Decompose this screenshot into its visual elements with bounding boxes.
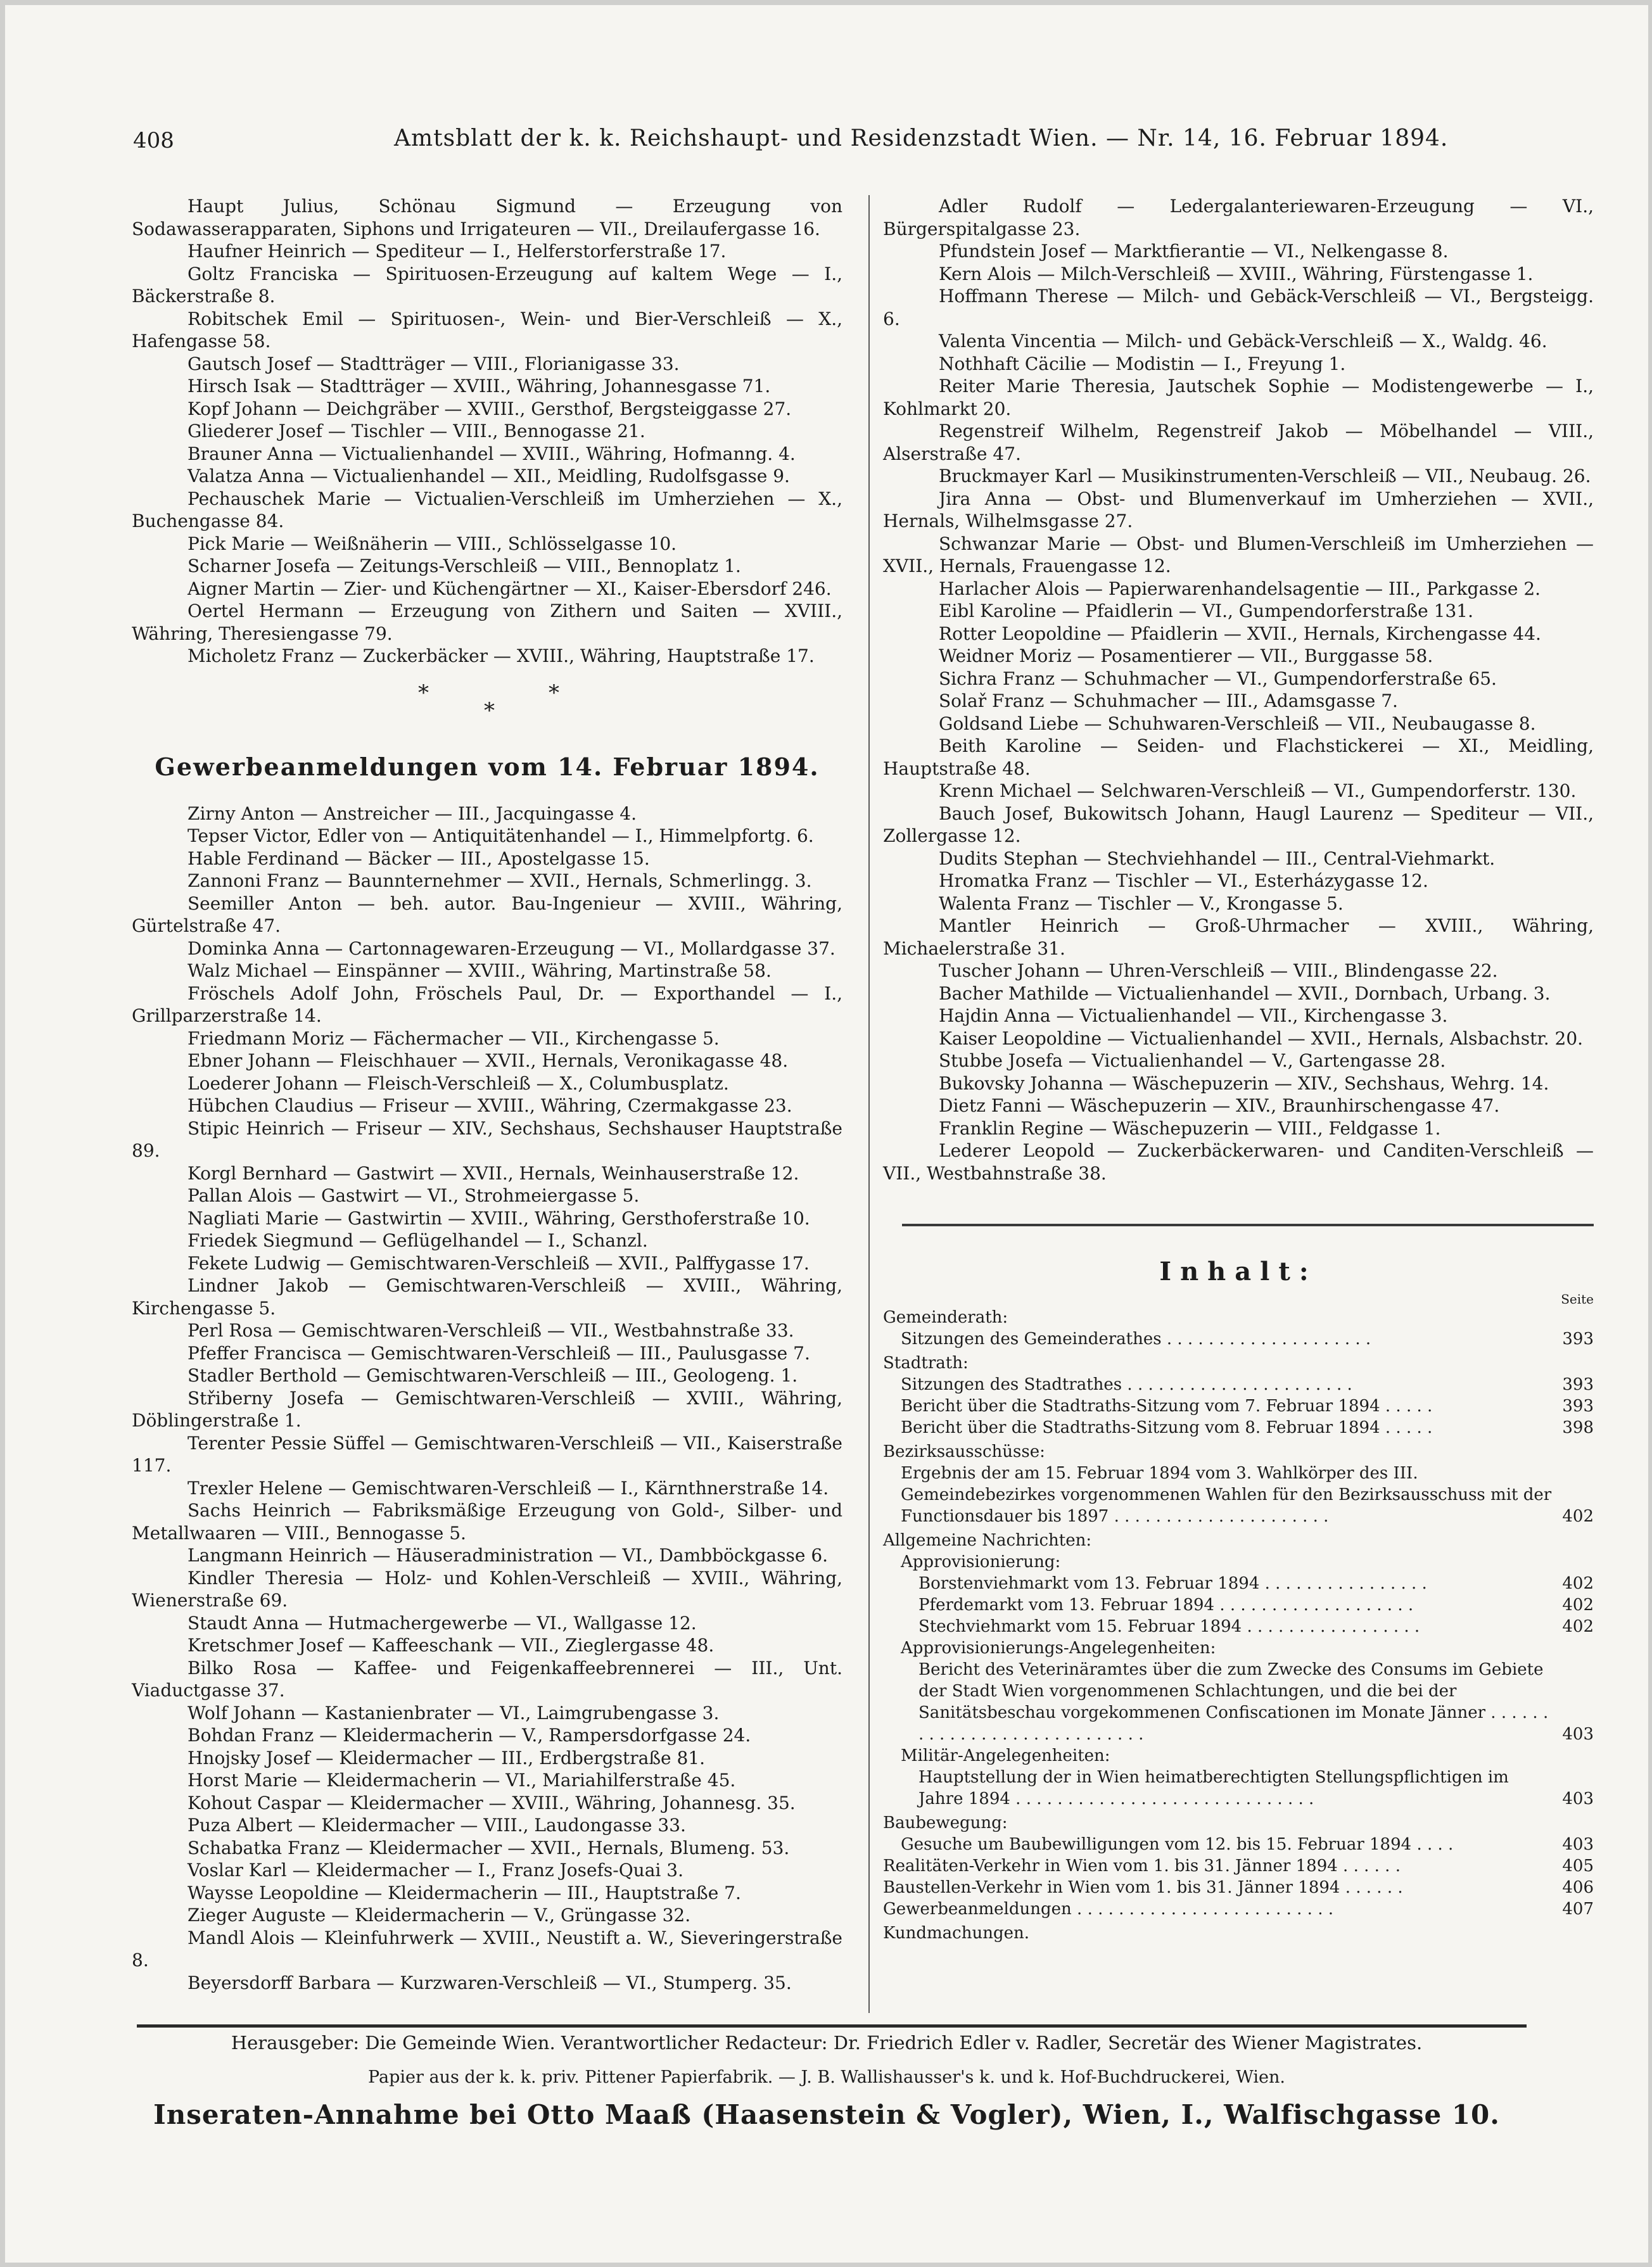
toc-entry-label: Bericht über die Stadtraths-Sitzung vom 8. Februar 1894 . . . . . (901, 1418, 1433, 1437)
list-item: Weidner Moriz — Posamentierer — VII., Burggasse 58. (939, 645, 1433, 666)
toc-subsection: Approvisionierungs-Angelegenheiten: (901, 1639, 1216, 1658)
list-item: Puza Albert — Kleidermacher — VIII., Laudongasse 33. (187, 1815, 686, 1836)
list-item: Bohdan Franz — Kleidermacherin — V., Rampersdorfgasse 24. (187, 1725, 751, 1746)
list-item: Terenter Pessie Süffel — Gemischtwaren-Verschleiß — VII., Kaiserstraße 117. (132, 1432, 842, 1476)
list-item: Scharner Josefa — Zeitungs-Verschleiß — VIII., Bennoplatz 1. (187, 556, 741, 576)
toc-entry (883, 1877, 1594, 1898)
list-item: Sichra Franz — Schuhmacher — VI., Gumpendorferstraße 65. (939, 668, 1497, 689)
star-mark: * (418, 680, 429, 706)
toc-section: Kundmachungen. (883, 1924, 1029, 1943)
toc-entry (883, 1834, 1594, 1855)
list-item: Bruckmayer Karl — Musikinstrumenten-Verschleiß — VII., Neubaug. 26. (939, 466, 1591, 486)
list-item: Oertel Hermann — Erzeugung von Zithern und Saiten — XVIII., Währing, Theresiengasse 79. (132, 600, 842, 644)
list-item: Pechauschek Marie — Victualien-Verschleiß im Umherziehen — X., Buchengasse 84. (132, 488, 842, 531)
list-item: Mandl Alois — Kleinfuhrwerk — XVIII., Neustift a. W., Sieveringerstraße 8. (132, 1927, 842, 1971)
list-item: Zannoni Franz — Baunnternehmer — XVII., Hernals, Schmerlingg. 3. (187, 870, 812, 891)
list-item: Staudt Anna — Hutmachergewerbe — VI., Wallgasse 12. (187, 1612, 697, 1634)
toc-entry-page: 402 (1562, 1507, 1594, 1526)
toc-entry-label: Gesuche um Baubewilligungen vom 12. bis 15. Februar 1894 . . . . (901, 1835, 1454, 1854)
list-item: Regenstreif Wilhelm, Regenstreif Jakob — Möbelhandel — VIII., Alserstraße 47. (883, 421, 1594, 464)
list-item: Wolf Johann — Kastanienbrater — VI., Laimgrubengasse 3. (187, 1702, 720, 1724)
list-item: Jira Anna — Obst- und Blumenverkauf im Umherziehen — XVII., Hernals, Wilhelmsgasse 27. (883, 488, 1594, 531)
list-item: Perl Rosa — Gemischtwaren-Verschleiß — VII., Westbahnstraße 33. (187, 1320, 794, 1341)
entry-list-right (883, 195, 1594, 1184)
toc-entry-page: 398 (1562, 1418, 1594, 1437)
list-item: Schwanzar Marie — Obst- und Blumen-Verschleiß im Umherziehen — XVII., Hernals, Frauengasse 12. (883, 533, 1594, 576)
list-item: Harlacher Alois — Papierwarenhandelsagentie — III., Parkgasse 2. (939, 578, 1541, 599)
toc-entry (883, 1395, 1594, 1417)
list-item: Hoffmann Therese — Milch- und Gebäck-Verschleiß — VI., Bergsteigg. 6. (883, 286, 1594, 329)
toc-section: Baubewegung: (883, 1813, 1008, 1832)
list-item: Kretschmer Josef — Kaffeeschank — VII., Zieglergasse 48. (187, 1635, 715, 1656)
toc-section: Allgemeine Nachrichten: (883, 1531, 1092, 1550)
toc-entry (883, 1594, 1594, 1616)
list-item: Hirsch Isak — Stadtträger — XVIII., Währing, Johannesgasse 71. (187, 376, 771, 397)
publisher-line: Herausgeber: Die Gemeinde Wien. Verantwortlicher Redacteur: Dr. Friedrich Edler v. Radler, Secretär des Wiener Magistrates. (231, 2032, 1423, 2054)
page-number: 408 (133, 128, 174, 153)
list-item: Solař Franz — Schuhmacher — III., Adamsgasse 7. (939, 690, 1398, 711)
list-item: Haufner Heinrich — Spediteur — I., Helferstorferstraße 17. (187, 241, 727, 262)
list-item: Ebner Johann — Fleischhauer — XVII., Hernals, Veronikagasse 48. (187, 1050, 789, 1071)
list-item: Valatza Anna — Victualienhandel — XII., Meidling, Rudolfsgasse 9. (187, 466, 790, 486)
list-item: Brauner Anna — Victualienhandel — XVIII., Währing, Hofmanng. 4. (187, 443, 796, 464)
list-item: Seemiller Anton — beh. autor. Bau-Ingenieur — XVIII., Währing, Gürtelstraße 47. (132, 892, 842, 936)
entry-list-top (132, 195, 842, 668)
list-item: Lederer Leopold — Zuckerbäckerwaren- und Canditen-Verschleiß — VII., Westbahnstraße 38. (883, 1140, 1594, 1184)
list-item: Pallan Alois — Gastwirt — VI., Strohmeiergasse 5. (187, 1185, 640, 1206)
toc-entry (883, 1616, 1594, 1637)
list-item: Hable Ferdinand — Bäcker — III., Apostelgasse 15. (187, 848, 650, 869)
toc-title: Inhalt: (1159, 1257, 1318, 1286)
list-item: Friedmann Moriz — Fächermacher — VII., Kirchengasse 5. (187, 1027, 720, 1049)
toc-entry-page: 402 (1562, 1617, 1594, 1636)
list-item: Gliederer Josef — Tischler — VIII., Bennogasse 21. (187, 421, 645, 441)
list-item: Eibl Karoline — Pfaidlerin — VI., Gumpendorferstraße 131. (939, 600, 1473, 621)
toc-section: Gemeinderath: (883, 1308, 1008, 1327)
list-item: Micholetz Franz — Zuckerbäcker — XVIII., Währing, Hauptstraße 17. (187, 645, 815, 666)
toc-entry-page: 406 (1562, 1878, 1594, 1897)
list-item: Dietz Fanni — Wäschepuzerin — XIV., Braunhirschengasse 47. (939, 1095, 1500, 1116)
toc-entry-page: 393 (1562, 1330, 1594, 1349)
asterism-divider (132, 668, 842, 741)
right-column (883, 195, 1594, 1994)
table-of-contents (883, 1257, 1594, 1944)
toc-entry-label: Baustellen-Verkehr in Wien vom 1. bis 31. Jänner 1894 . . . . . . (883, 1878, 1403, 1897)
list-item: Kern Alois — Milch-Verschleiß — XVIII., Währing, Fürstengasse 1. (939, 263, 1534, 284)
list-item: Zieger Auguste — Kleidermacherin — V., Grüngasse 32. (187, 1905, 691, 1926)
list-item: Kaiser Leopoldine — Victualienhandel — XVII., Hernals, Alsbachstr. 20. (939, 1027, 1584, 1049)
toc-subsection: Militär-Angelegenheiten: (901, 1746, 1110, 1765)
list-item: Zirny Anton — Anstreicher — III., Jacquingasse 4. (187, 803, 637, 824)
list-item: Goldsand Liebe — Schuhwaren-Verschleiß — VII., Neubaugasse 8. (939, 713, 1536, 734)
list-item: Trexler Helene — Gemischtwaren-Verschleiß — I., Kärnthnerstraße 14. (187, 1477, 829, 1499)
list-item: Tepser Victor, Edler von — Antiquitätenhandel — I., Himmelpfortg. 6. (187, 825, 814, 846)
entry-list-bottom (132, 803, 842, 1995)
newspaper-page (5, 5, 1648, 2263)
list-item: Adler Rudolf — Ledergalanteriewaren-Erzeugung — VI., Bürgerspitalgasse 23. (883, 196, 1594, 239)
list-item: Tuscher Johann — Uhren-Verschleiß — VIII., Blindengasse 22. (939, 960, 1498, 981)
list-item: Goltz Franciska — Spirituosen-Erzeugung auf kaltem Wege — I., Bäckerstraße 8. (132, 263, 842, 307)
horizontal-rule (902, 1224, 1594, 1226)
list-item: Mantler Heinrich — Groß-Uhrmacher — XVIII., Währing, Michaelerstraße 31. (883, 915, 1594, 959)
list-item: Nothhaft Cäcilie — Modistin — I., Freyung 1. (939, 353, 1346, 374)
list-item: Valenta Vincentia — Milch- und Gebäck-Verschleiß — X., Waldg. 46. (939, 331, 1547, 352)
list-item: Bukovsky Johanna — Wäschepuzerin — XIV., Sechshaus, Wehrg. 14. (939, 1072, 1549, 1094)
list-item: Stipic Heinrich — Friseur — XIV., Sechshaus, Sechshauser Hauptstraße 89. (132, 1117, 842, 1161)
list-item: Bacher Mathilde — Victualienhandel — XVII., Dornbach, Urbang. 3. (939, 982, 1551, 1004)
list-item: Waysse Leopoldine — Kleidermacherin — III., Hauptstraße 7. (187, 1882, 741, 1903)
toc-entry (883, 1463, 1594, 1527)
list-item: Beith Karoline — Seiden- und Flachstickerei — XI., Meidling, Hauptstraße 48. (883, 735, 1594, 779)
list-item: Walenta Franz — Tischler — V., Krongasse 5. (939, 892, 1344, 914)
list-item: Horst Marie — Kleidermacherin — VI., Mariahilferstraße 45. (187, 1770, 736, 1791)
toc-entry-label: Bericht über die Stadtraths-Sitzung vom 7. Februar 1894 . . . . . (901, 1397, 1433, 1416)
printer-line: Papier aus der k. k. priv. Pittener Papierfabrik. — J. B. Wallishausser's k. und k. Hof-Buchdruckerei, Wien. (368, 2067, 1285, 2087)
list-item: Hnojsky Josef — Kleidermacher — III., Erdbergstraße 81. (187, 1747, 706, 1769)
list-item: Krenn Michael — Selchwaren-Verschleiß — VI., Gumpendorferstr. 130. (939, 780, 1577, 801)
list-item: Rotter Leopoldine — Pfaidlerin — XVII., Hernals, Kirchengasse 44. (939, 623, 1541, 644)
toc-entry (883, 1374, 1594, 1395)
list-item: Hajdin Anna — Victualienhandel — VII., Kirchengasse 3. (939, 1005, 1448, 1026)
toc-entry-page: 403 (1562, 1835, 1594, 1854)
list-item: Stubbe Josefa — Victualienhandel — V., Gartengasse 28. (939, 1050, 1446, 1071)
toc-entry-label: Sitzungen des Stadtrathes . . . . . . . . . . . . . . . . . . . . . . (901, 1375, 1352, 1394)
page-title: Amtsblatt der k. k. Reichshaupt- und Residenzstadt Wien. — Nr. 14, 16. Februar 1894. (394, 125, 1449, 151)
advertising-line: Inseraten-Annahme bei Otto Maaß (Haasenstein & Vogler), Wien, I., Walfischgasse 10. (153, 2099, 1500, 2130)
toc-entry-page: 393 (1562, 1397, 1594, 1416)
list-item: Dominka Anna — Cartonnagewaren-Erzeugung — VI., Mollardgasse 37. (187, 937, 836, 959)
page-header (133, 125, 1449, 161)
list-item: Schabatka Franz — Kleidermacher — XVII., Hernals, Blumeng. 53. (187, 1837, 790, 1858)
toc-entry-page: 393 (1562, 1375, 1594, 1394)
list-item: Walz Michael — Einspänner — XVIII., Währing, Martinstraße 58. (187, 960, 772, 981)
toc-entry-label: Pferdemarkt vom 13. Februar 1894 . . . . . . . . . . . . . . . . . . . (918, 1596, 1414, 1615)
list-item: Langmann Heinrich — Häuseradministration — VI., Dambböckgasse 6. (187, 1545, 829, 1566)
toc-section: Bezirksausschüsse: (883, 1442, 1045, 1461)
toc-entry-label: Sitzungen des Gemeinderathes . . . . . . . . . . . . . . . . . . . . (901, 1330, 1371, 1349)
footer-rule (137, 2024, 1527, 2028)
toc-entry (883, 1328, 1594, 1350)
star-mark: * (549, 680, 559, 706)
section-heading: Gewerbeanmeldungen vom 14. Februar 1894. (155, 752, 820, 781)
toc-page-header: Seite (1561, 1292, 1594, 1307)
list-item: Lindner Jakob — Gemischtwaren-Verschleiß — XVIII., Währing, Kirchengasse 5. (132, 1275, 842, 1319)
list-item: Kohout Caspar — Kleidermacher — XVIII., Währing, Johannesg. 35. (187, 1792, 796, 1813)
list-item: Bilko Rosa — Kaffee- und Feigenkaffeebrennerei — III., Unt. Viaductgasse 37. (132, 1657, 842, 1701)
list-item: Fekete Ludwig — Gemischtwaren-Verschleiß — XVII., Palffygasse 17. (187, 1252, 810, 1274)
list-item: Gautsch Josef — Stadtträger — VIII., Florianigasse 33. (187, 353, 680, 374)
list-item: Beyersdorff Barbara — Kurzwaren-Verschleiß — VI., Stumperg. 35. (187, 1972, 792, 1993)
list-item: Franklin Regine — Wäschepuzerin — VIII., Feldgasse 1. (939, 1117, 1441, 1139)
list-item: Sachs Heinrich — Fabriksmäßige Erzeugung von Gold-, Silber- und Metallwaaren — VIII., Bennogasse 5. (132, 1500, 842, 1544)
toc-subsection: Approvisionierung: (901, 1553, 1061, 1572)
toc-entry-page: 402 (1562, 1596, 1594, 1615)
toc-entry-label: Hauptstellung der in Wien heimatberechtigten Stellungspflichtigen im Jahre 1894 . . . . . . . . . . . . . . . . . . . . . . . . . . . . . (918, 1768, 1509, 1808)
toc-entry-label: Stechviehmarkt vom 15. Februar 1894 . . . . . . . . . . . . . . . . . (918, 1617, 1420, 1636)
toc-entry (883, 1573, 1594, 1594)
toc-entry-label: Realitäten-Verkehr in Wien vom 1. bis 31. Jänner 1894 . . . . . . (883, 1857, 1401, 1876)
toc-entry-label: Borstenviehmarkt vom 13. Februar 1894 . . . . . . . . . . . . . . . . (918, 1574, 1427, 1593)
list-item: Hromatka Franz — Tischler — VI., Esterházygasse 12. (939, 870, 1428, 891)
list-item: Pick Marie — Weißnäherin — VIII., Schlösselgasse 10. (187, 533, 677, 554)
left-column (132, 195, 842, 1994)
toc-entry-page: 403 (1562, 1789, 1594, 1808)
list-item: Bauch Josef, Bukowitsch Johann, Haugl Laurenz — Spediteur — VII., Zollergasse 12. (883, 803, 1594, 846)
list-item: Pfundstein Josef — Marktfierantie — VI., Nelkengasse 8. (939, 241, 1449, 262)
list-item: Voslar Karl — Kleidermacher — I., Franz Josefs-Quai 3. (187, 1860, 683, 1881)
star-mark: * (484, 697, 495, 723)
list-item: Reiter Marie Theresia, Jautschek Sophie — Modistengewerbe — I., Kohlmarkt 20. (883, 376, 1594, 419)
list-item: Haupt Julius, Schönau Sigmund — Erzeugung von Sodawasserapparaten, Siphons und Irrigateuren — VII., Dreilaufergasse 16. (132, 196, 842, 239)
list-item: Kopf Johann — Deichgräber — XVIII., Gersthof, Bergsteiggasse 27. (187, 398, 792, 419)
toc-entry (883, 1855, 1594, 1877)
toc-entry-label: Gewerbeanmeldungen . . . . . . . . . . . . . . . . . . . . . . . . . (883, 1900, 1334, 1919)
list-item: Nagliati Marie — Gastwirtin — XVIII., Währing, Gersthoferstraße 10. (187, 1207, 810, 1229)
toc-section: Stadtrath: (883, 1354, 969, 1373)
list-item: Střiberny Josefa — Gemischtwaren-Verschleiß — XVIII., Währing, Döblingerstraße 1. (132, 1387, 842, 1431)
list-item: Kindler Theresia — Holz- und Kohlen-Verschleiß — XVIII., Währing, Wienerstraße 69. (132, 1567, 842, 1611)
list-item: Friedek Siegmund — Geflügelhandel — I., Schanzl. (187, 1230, 648, 1251)
column-divider (868, 195, 870, 2013)
toc-entry-label: Ergebnis der am 15. Februar 1894 vom 3. Wahlkörper des III. Gemeindebezirkes vorgenommenen Wahlen für den Bezirksausschuss mit der Functionsdauer bis 1897 . . . . . . . . . . . . . . . . . . . . . (901, 1464, 1552, 1526)
toc-entry-page: 403 (1562, 1725, 1594, 1744)
toc-entry (883, 1417, 1594, 1438)
list-item: Loederer Johann — Fleisch-Verschleiß — X., Columbusplatz. (187, 1072, 729, 1094)
list-item: Pfeffer Francisca — Gemischtwaren-Verschleiß — III., Paulusgasse 7. (187, 1342, 810, 1364)
list-item: Stadler Berthold — Gemischtwaren-Verschleiß — III., Geologeng. 1. (187, 1365, 798, 1386)
list-item: Dudits Stephan — Stechviehhandel — III., Central-Viehmarkt. (939, 848, 1496, 869)
list-item: Fröschels Adolf John, Fröschels Paul, Dr. — Exporthandel — I., Grillparzerstraße 14. (132, 982, 842, 1026)
toc-entry-label: Bericht des Veterinäramtes über die zum Zwecke des Consums im Gebiete der Stadt Wien vorgenommenen Schlachtungen, und die bei der Sanitätsbeschau vorgekommenen Confiscationen im Monate Jänner . . . . . . . . . . . . . . . . . . . . . . . . . . . . (918, 1660, 1549, 1744)
toc-entry-page: 402 (1562, 1574, 1594, 1593)
toc-entry-page: 405 (1562, 1857, 1594, 1876)
toc-entry (883, 1659, 1594, 1745)
list-item: Robitschek Emil — Spirituosen-, Wein- und Bier-Verschleiß — X., Hafengasse 58. (132, 308, 842, 352)
list-item: Aigner Martin — Zier- und Küchengärtner — XI., Kaiser-Ebersdorf 246. (187, 578, 832, 599)
toc-entry (883, 1767, 1594, 1810)
list-item: Hübchen Claudius — Friseur — XVIII., Währing, Czermakgasse 23. (187, 1095, 792, 1116)
list-item: Korgl Bernhard — Gastwirt — XVII., Hernals, Weinhauserstraße 12. (187, 1162, 799, 1184)
toc-entry (883, 1898, 1594, 1920)
toc-entry-page: 407 (1562, 1900, 1594, 1919)
